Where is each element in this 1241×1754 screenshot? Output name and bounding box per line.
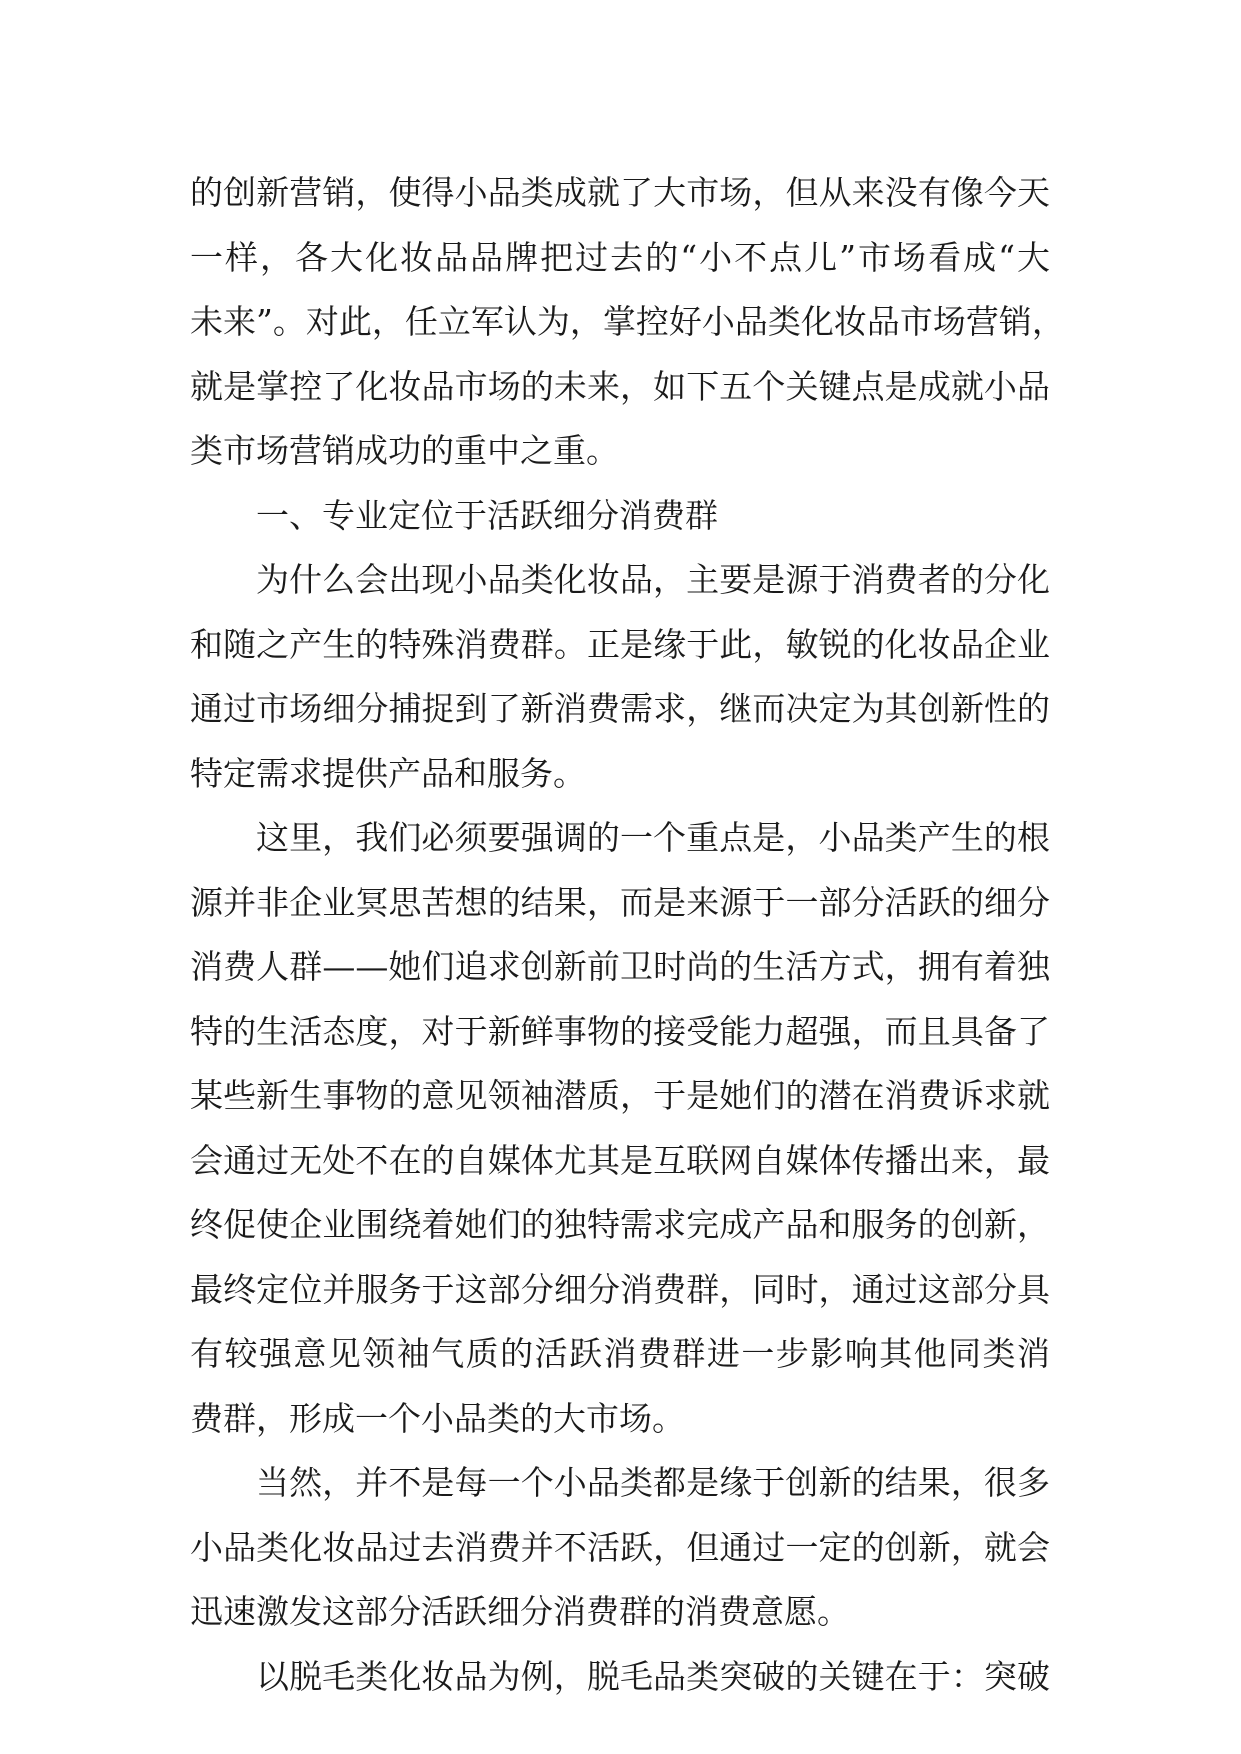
text-line: 某些新生事物的意见领袖潜质，于是她们的潜在消费诉求就: [190, 1076, 1050, 1115]
text-line: 当然，并不是每一个小品类都是缘于创新的结果，很多: [256, 1463, 1050, 1502]
text-line: 为什么会出现小品类化妆品，主要是源于消费者的分化: [256, 560, 1050, 599]
text-line: 就是掌控了化妆品市场的未来，如下五个关键点是成就小品: [190, 366, 1050, 406]
text-line: 会通过无处不在的自媒体尤其是互联网自媒体传播出来，最: [190, 1140, 1050, 1180]
text-line: 和随之产生的特殊消费群。正是缘于此，敏锐的化妆品企业: [190, 624, 1050, 664]
text-line: 未来”。对此，任立军认为，掌控好小品类化妆品市场营销，: [190, 302, 1065, 341]
text-line: 小品类化妆品过去消费并不活跃，但通过一定的创新，就会: [190, 1527, 1050, 1567]
text-line: 特的生活态度，对于新鲜事物的接受能力超强，而且具备了: [190, 1011, 1050, 1051]
text-line: 终促使企业围绕着她们的独特需求完成产品和服务的创新，: [190, 1205, 1050, 1244]
text-line: 这里，我们必须要强调的一个重点是，小品类产生的根: [256, 818, 1050, 857]
text-line: 特定需求提供产品和服务。: [190, 753, 586, 793]
text-line: 类市场营销成功的重中之重。: [190, 431, 619, 470]
text-line: 以脱毛类化妆品为例，脱毛品类突破的关键在于：突破: [256, 1656, 1050, 1696]
text-line: 一样，各大化妆品品牌把过去的“小不点儿”市场看成“大: [190, 237, 1050, 277]
text-line: 的创新营销，使得小品类成就了大市场，但从来没有像今天: [190, 173, 1050, 212]
text-line: 通过市场细分捕捉到了新消费需求，继而决定为其创新性的: [190, 689, 1050, 728]
text-line: 迅速激发这部分活跃细分消费群的消费意愿。: [190, 1592, 850, 1631]
text-line: 有较强意见领袖气质的活跃消费群进一步影响其他同类消: [190, 1334, 1050, 1373]
text-line: 最终定位并服务于这部分细分消费群，同时，通过这部分具: [190, 1269, 1050, 1309]
text-line: 一、专业定位于活跃细分消费群: [256, 495, 718, 535]
document-body: [190, 161, 1065, 1709]
text-line: 费群，形成一个小品类的大市场。: [190, 1398, 685, 1438]
text-line: 源并非企业冥思苦想的结果，而是来源于一部分活跃的细分: [190, 882, 1050, 922]
text-line: 消费人群——她们追求创新前卫时尚的生活方式，拥有着独: [190, 947, 1050, 986]
